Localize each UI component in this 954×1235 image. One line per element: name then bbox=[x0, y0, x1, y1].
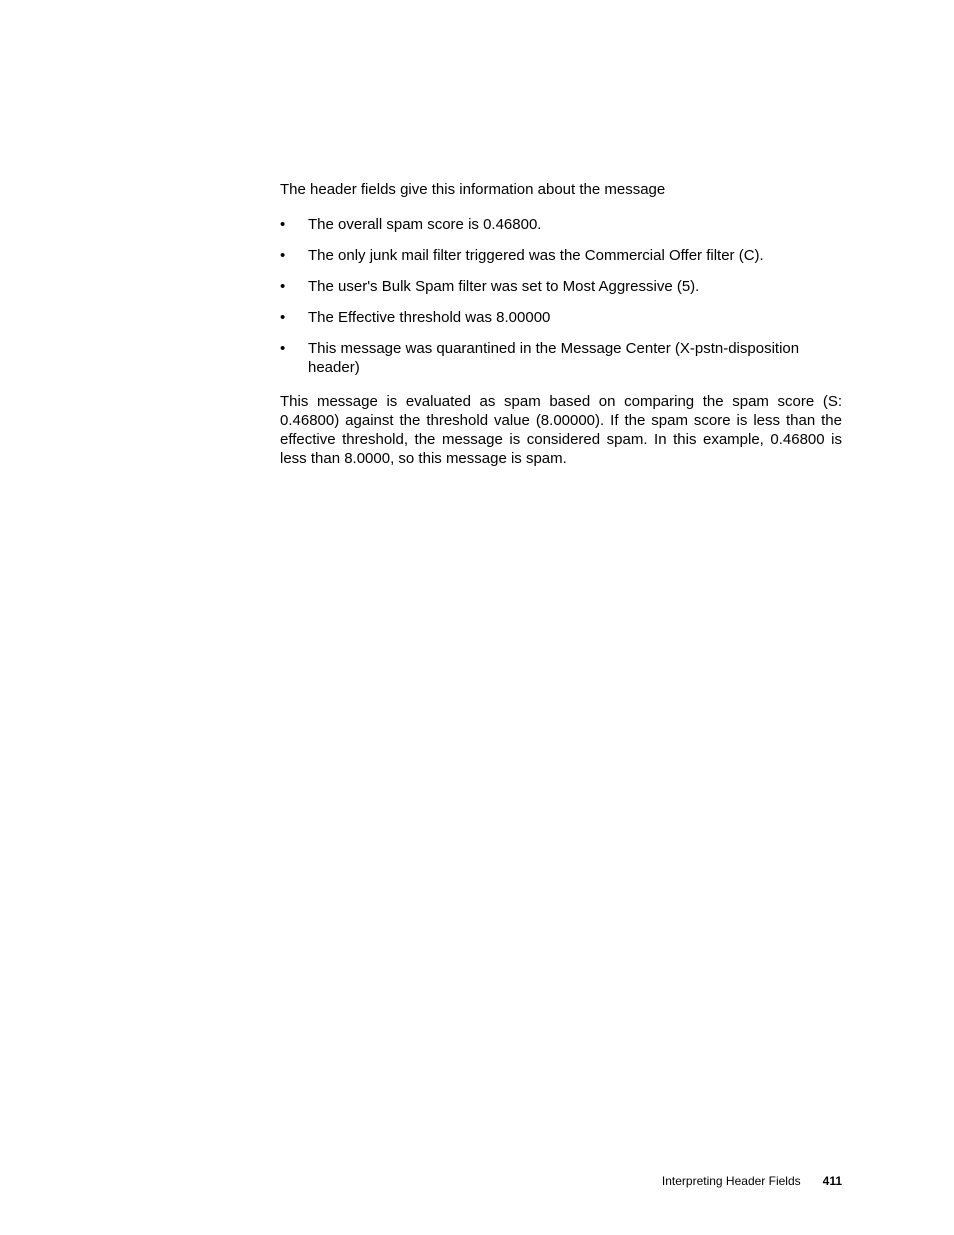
bullet-icon: • bbox=[280, 340, 286, 357]
bullet-icon: • bbox=[280, 216, 286, 233]
list-item-text: The overall spam score is 0.46800. bbox=[308, 216, 542, 233]
bullet-icon: • bbox=[280, 278, 286, 295]
list-item bbox=[280, 215, 842, 234]
footer-section-title: Interpreting Header Fields bbox=[661, 1174, 801, 1188]
page-number: 411 bbox=[822, 1174, 842, 1188]
list-item-text: The Effective threshold was 8.00000 bbox=[308, 309, 551, 326]
intro-paragraph: The header fields give this information about the message bbox=[280, 181, 666, 198]
list-item bbox=[280, 308, 842, 327]
list-item bbox=[280, 246, 842, 265]
bullet-icon: • bbox=[280, 247, 286, 264]
list-item-text: The user's Bulk Spam filter was set to Most Aggressive (5). bbox=[308, 278, 700, 295]
list-item bbox=[280, 277, 842, 296]
list-item-text: This message was quarantined in the Message Center (X-pstn-disposition header) bbox=[308, 340, 800, 376]
list-item bbox=[280, 339, 842, 377]
page-footer bbox=[560, 1174, 842, 1189]
list-item-text: The only junk mail filter triggered was the Commercial Offer filter (C). bbox=[308, 247, 764, 264]
bullet-icon: • bbox=[280, 309, 286, 326]
summary-paragraph: This message is evaluated as spam based on comparing the spam score (S: 0.46800) against the threshold value (8.00000). If the spam score is less than the effective threshold, the message is considered spam. In this example, 0.46800 is less than 8.0000, so this message is spam. bbox=[280, 393, 842, 467]
page-body bbox=[280, 180, 842, 468]
info-list bbox=[280, 215, 842, 377]
